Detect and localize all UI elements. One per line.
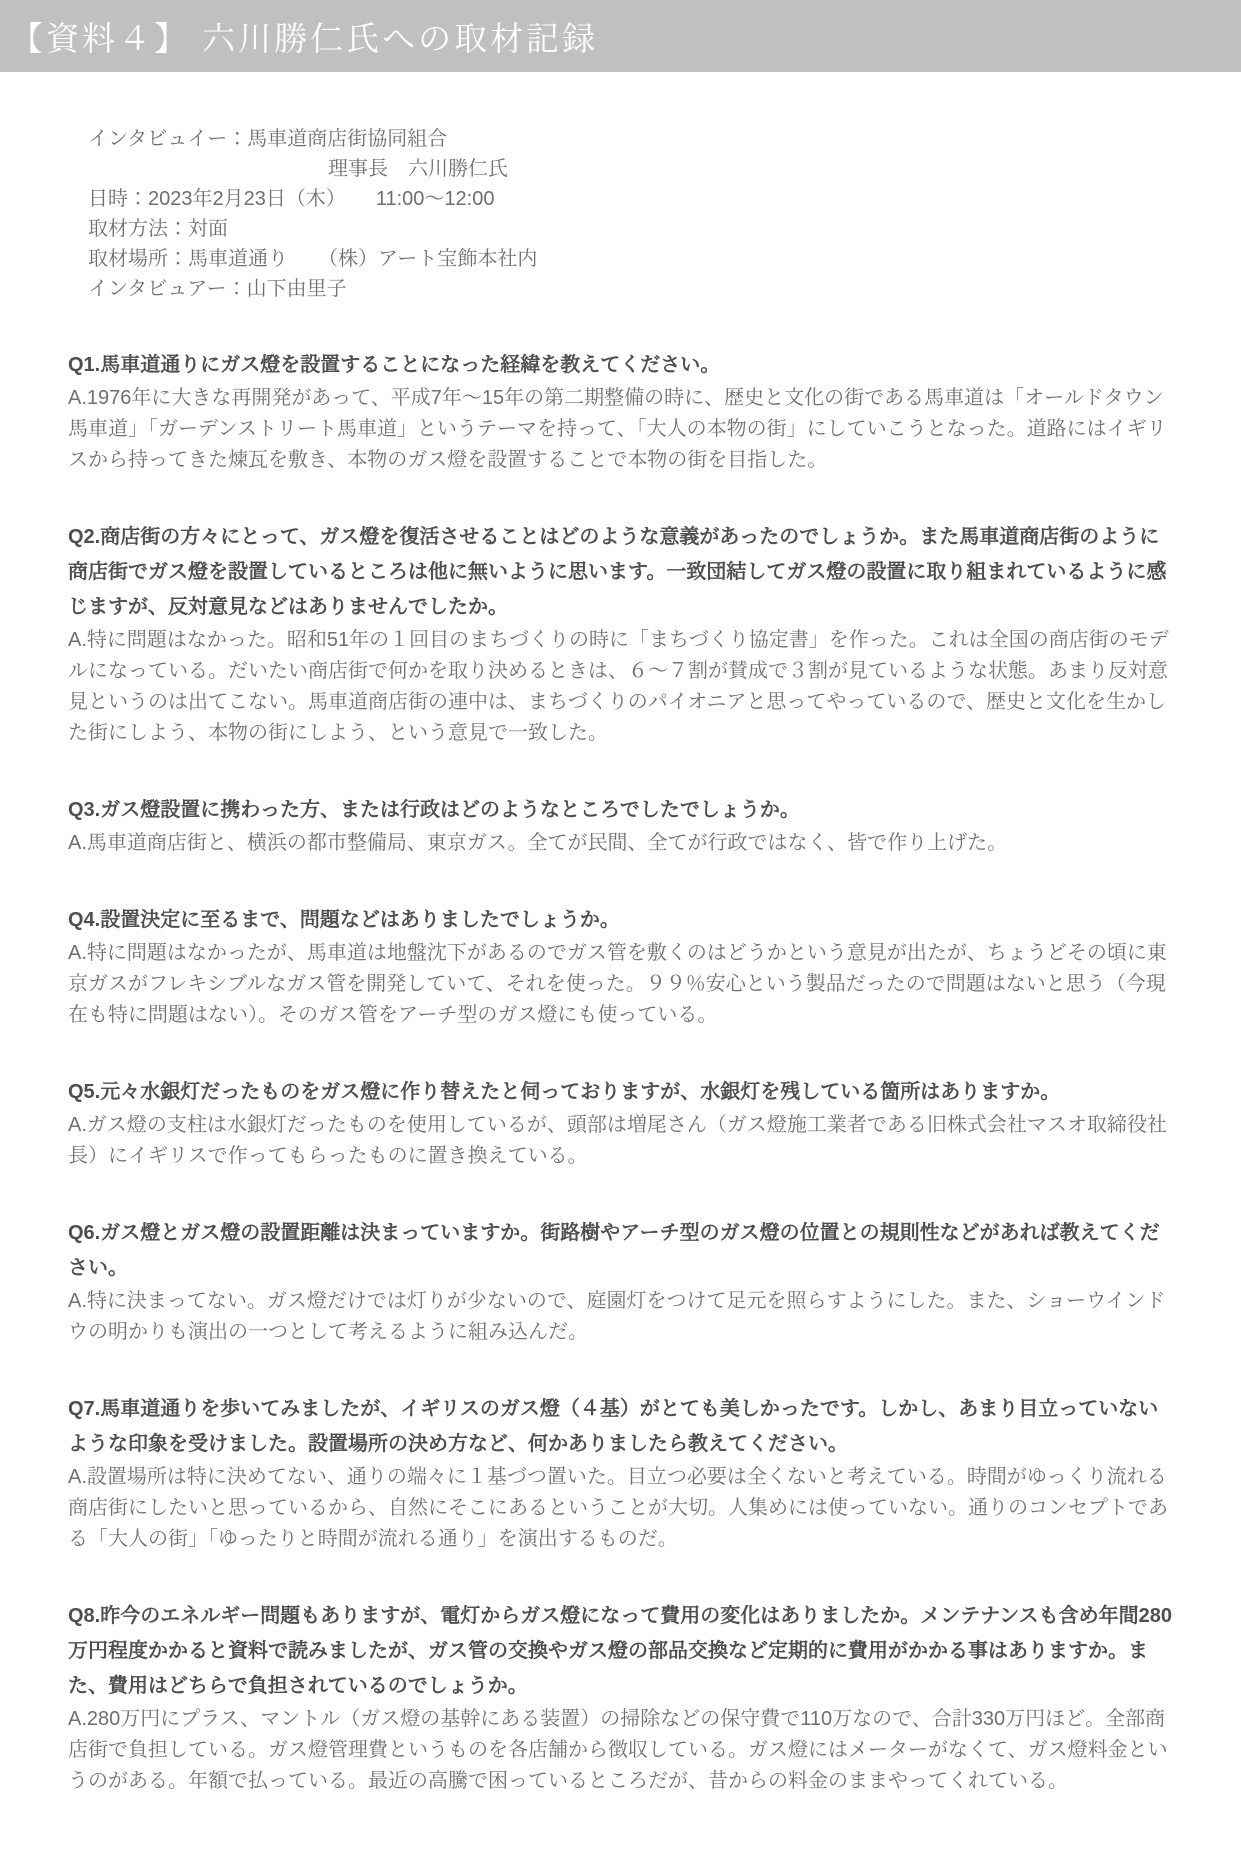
meta-method: 取材方法：対面 [88, 218, 228, 240]
qa-block-8 [68, 1599, 1175, 1797]
answer-1: A.1976年に大きな再開発があって、平成7年〜15年の第二期整備の時に、歴史と文化の街である馬車道は「オールドタウン馬車道」「ガーデンストリート馬車道」というテーマを持って、「大人の本物の街」にしていこうとなった。道路にはイギリスから持ってきた煉瓦を敷き、本物のガス燈を設置することで本物の街を目指した。 [68, 387, 1167, 471]
interview-meta-block [88, 124, 1175, 304]
meta-interviewer: インタビュアー：山下由里子 [88, 278, 347, 300]
question-5: Q5.元々水銀灯だったものをガス燈に作り替えたと伺っておりますが、水銀灯を残している箇所はありますか。 [68, 1081, 1061, 1103]
answer-3: A.馬車道商店街と、横浜の都市整備局、東京ガス。全てが民間、全てが行政ではなく、皆で作り上げた。 [68, 832, 1008, 854]
answer-6: A.特に決まってない。ガス燈だけでは灯りが少ないので、庭園灯をつけて足元を照らすようにした。また、ショーウインドウの明かりも演出の一つとして考えるように組み込んだ。 [68, 1290, 1166, 1343]
meta-datetime: 日時：2023年2月23日（木） 11:00〜12:00 [88, 188, 495, 210]
question-2: Q2.商店街の方々にとって、ガス燈を復活させることはどのような意義があったのでしょうか。また馬車道商店街のように商店街でガス燈を設置しているところは他に無いように思います。一致団結してガス燈の設置に取り組まれているように感じますが、反対意見などはありませんでしたか。 [68, 526, 1167, 618]
meta-interviewee-title: 理事長 六川勝仁氏 [328, 158, 508, 180]
answer-7: A.設置場所は特に決めてない、通りの端々に１基づつ置いた。目立つ必要は全くないと考えている。時間がゆっくり流れる商店街にしたいと思っているから、自然にそこにあるということが大切。人集めには使っていない。通りのコンセプトである「大人の街」「ゆったりと時間が流れる通り」を演出するものだ。 [68, 1466, 1168, 1550]
question-1: Q1.馬車道通りにガス燈を設置することになった経緯を教えてください。 [68, 354, 721, 376]
document-content [0, 124, 1241, 1857]
page-title: 【資料４】 六川勝仁氏への取材記録 [10, 19, 599, 57]
qa-block-3 [68, 793, 1175, 859]
question-6: Q6.ガス燈とガス燈の設置距離は決まっていますか。街路樹やアーチ型のガス燈の位置との規則性などがあれば教えてください。 [68, 1222, 1160, 1279]
answer-4: A.特に問題はなかったが、馬車道は地盤沈下があるのでガス管を敷くのはどうかという意見が出たが、ちょうどその頃に東京ガスがフレキシブルなガス管を開発していて、それを使った。９９％安心という製品だったので問題はないと思う（今現在も特に問題はない）。そのガス管をアーチ型のガス燈にも使っている。 [68, 942, 1167, 1026]
qa-block-7 [68, 1392, 1175, 1555]
question-7: Q7.馬車道通りを歩いてみましたが、イギリスのガス燈（４基）がとても美しかったです。しかし、あまり目立っていないような印象を受けました。設置場所の決め方など、何かありましたら教えてください。 [68, 1398, 1159, 1455]
qa-block-2 [68, 520, 1175, 749]
question-8: Q8.昨今のエネルギー問題もありますが、電灯からガス燈になって費用の変化はありましたか。メンテナンスも含め年間280万円程度かかると資料で読みましたが、ガス管の交換やガス燈の部品交換など定期的に費用がかかる事はありますか。また、費用はどちらで負担されているのでしょうか。 [68, 1605, 1173, 1697]
qa-block-4 [68, 903, 1175, 1031]
question-3: Q3.ガス燈設置に携わった方、または行政はどのようなところでしたでしょうか。 [68, 799, 800, 821]
meta-interviewee: インタビュイー：馬車道商店街協同組合 [88, 128, 448, 150]
answer-2: A.特に問題はなかった。昭和51年の１回目のまちづくりの時に「まちづくり協定書」を作った。これは全国の商店街のモデルになっている。だいたい商店街で何かを取り決めるときは、６〜７割が賛成で３割が見ているような状態。あまり反対意見というのは出てこない。馬車道商店街の連中は、まちづくりのパイオニアと思ってやっているので、歴史と文化を生かした街にしよう、本物の街にしよう、という意見で一致した。 [68, 629, 1169, 744]
document-header-bar [0, 0, 1241, 72]
meta-location: 取材場所：馬車道通り （株）アート宝飾本社内 [88, 248, 538, 270]
answer-5: A.ガス燈の支柱は水銀灯だったものを使用しているが、頭部は増尾さん（ガス燈施工業者である旧株式会社マスオ取締役社長）にイギリスで作ってもらったものに置き換えている。 [68, 1114, 1167, 1167]
qa-block-1 [68, 348, 1175, 476]
question-4: Q4.設置決定に至るまで、問題などはありましたでしょうか。 [68, 909, 620, 931]
qa-block-6 [68, 1216, 1175, 1348]
answer-8: A.280万円にプラス、マントル（ガス燈の基幹にある装置）の掃除などの保守費で110万なので、合計330万円ほど。全部商店街で負担している。ガス燈管理費というものを各店舗から徴収している。ガス燈にはメーターがなくて、ガス燈料金というのがある。年額で払っている。最近の高騰で困っているところだが、昔からの料金のままやってくれている。 [68, 1708, 1168, 1792]
qa-block-5 [68, 1075, 1175, 1172]
